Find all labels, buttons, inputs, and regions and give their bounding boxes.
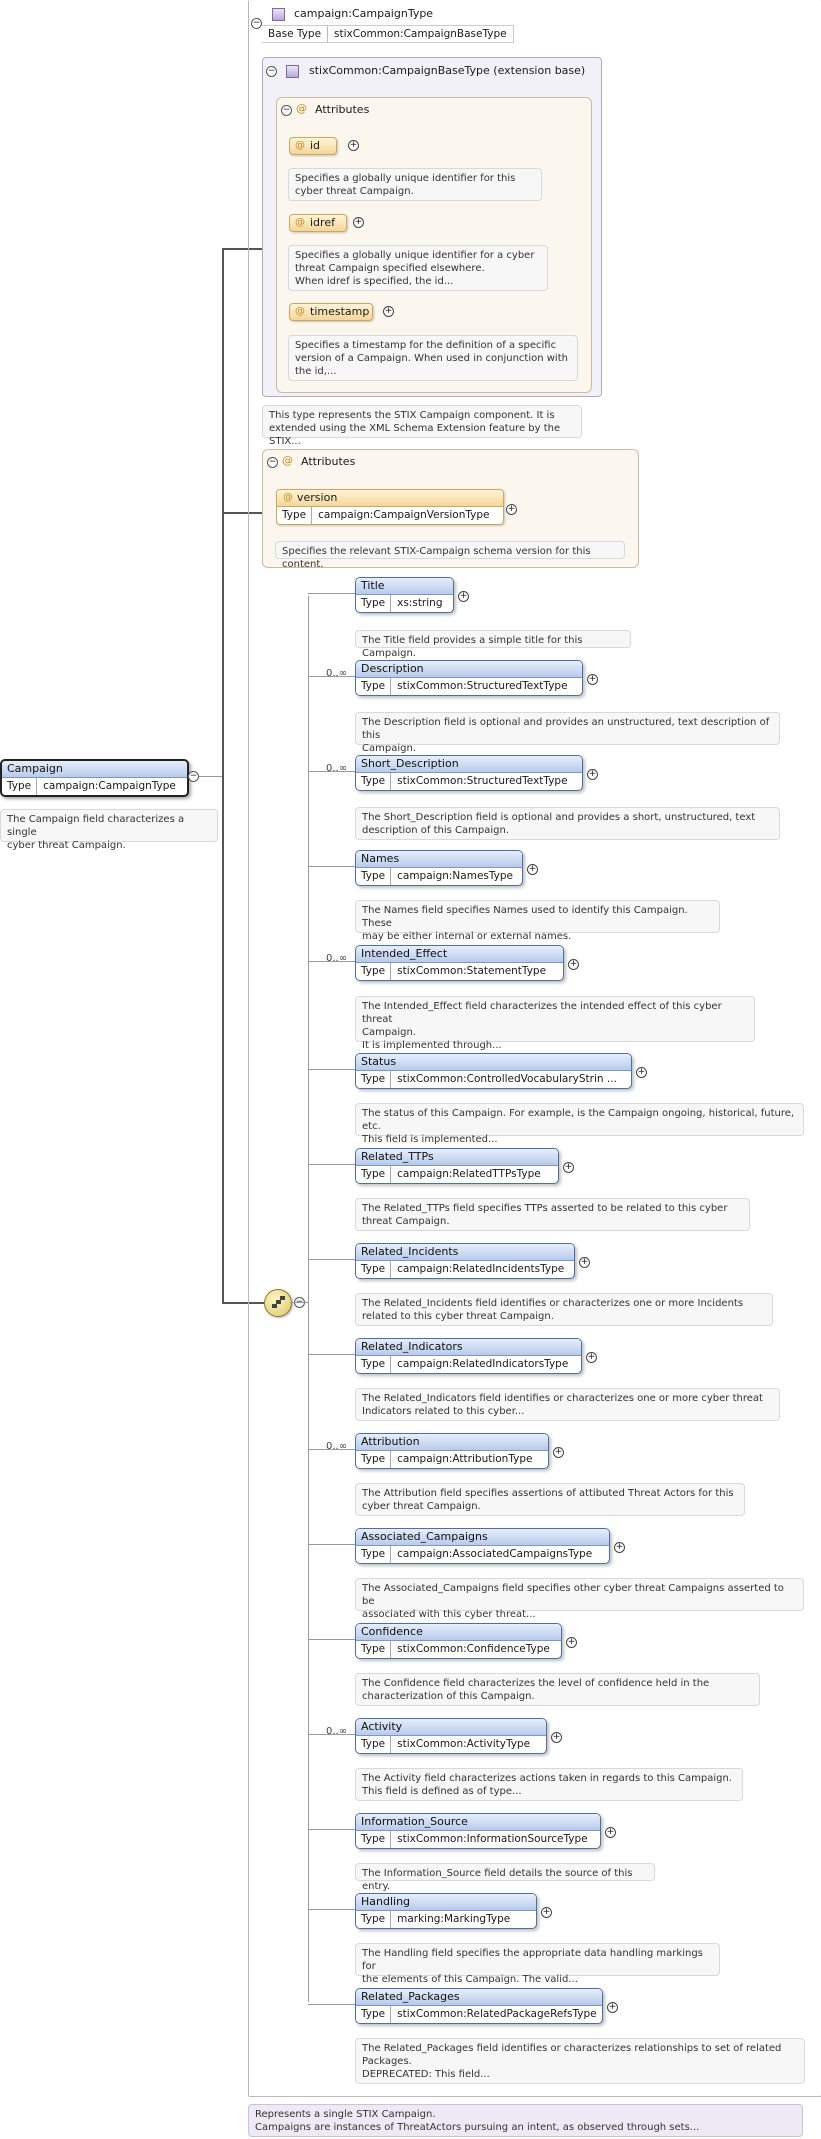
element-confidence[interactable] [355,1623,562,1659]
attribute-id[interactable] [289,137,337,155]
element-annotation: The Names field specifies Names used to identify this Campaign. These may be either internal or external names. [355,900,720,933]
element-type-label: Type [356,1831,391,1848]
element-related-incidents[interactable] [355,1243,575,1279]
attribute-timestamp-name: timestamp [310,305,370,318]
element-type-value: campaign:AttributionType [397,1453,533,1465]
element-name: Title [356,578,453,595]
element-occurs: 0..∞ [326,668,348,679]
element-type-label: Type [356,1261,391,1278]
element-connector [308,593,355,594]
element-type-value: stixCommon:StructuredTextType [397,680,568,692]
root-connector [197,776,223,777]
element-type-value: stixCommon:InformationSourceType [397,1833,588,1845]
attribute-version[interactable] [276,489,504,525]
campaign-root-annotation: The Campaign field characterizes a single cyber threat Campaign. [0,809,218,842]
attribute-version-name: version [297,491,338,504]
element-expand-icon[interactable]: + [637,1067,646,1077]
element-status[interactable] [355,1053,632,1089]
element-type-label: Type [356,868,391,885]
element-name: Related_Indicators [356,1339,581,1356]
element-type-value: campaign:RelatedIncidentsType [397,1263,565,1275]
own-attributes-collapse-icon[interactable]: − [268,457,277,467]
element-intended-effect[interactable] [355,945,564,981]
element-occurs: 0..∞ [326,1441,348,1452]
element-type-value: stixCommon:ControlledVocabularyStrin ... [397,1073,617,1085]
attribute-at-icon: @ [283,492,293,503]
element-type-value: stixCommon:ConfidenceType [397,1643,550,1655]
element-connector [308,1069,355,1070]
element-connector [308,1829,355,1830]
element-name: Description [356,661,582,678]
element-expand-icon[interactable]: + [567,1637,576,1647]
element-annotation: The Short_Description field is optional and provides a short, unstructured, text description of this Campaign. [355,807,780,840]
element-associated-campaigns[interactable] [355,1528,610,1564]
element-type-value: campaign:RelatedTTPsType [397,1168,541,1180]
attribute-timestamp-annotation: Specifies a timestamp for the definition of a specific version of a Campaign. When used in conjunction with the id,... [288,335,578,381]
element-annotation: The Related_Packages field identifies or characterizes relationships to set of related Packages. DEPRECATED: This field... [355,2038,805,2084]
extension-attributes-title: Attributes [315,103,370,116]
element-annotation: The Related_Incidents field identifies or characterizes one or more Incidents related to this cyber threat Campaign. [355,1293,773,1326]
element-name: Related_TTPs [356,1149,558,1166]
element-annotation: The Associated_Campaigns field specifies other cyber threat Campaigns asserted to be associated with this cyber threat... [355,1578,804,1611]
element-name: Associated_Campaigns [356,1529,609,1546]
complex-type-name: campaign:CampaignType [294,7,434,20]
element-annotation: The Confidence field characterizes the level of confidence held in the characterization of this Campaign. [355,1673,760,1706]
element-name: Names [356,851,522,868]
element-connector [308,1544,355,1545]
attribute-version-expand-icon[interactable]: + [507,504,516,514]
element-activity[interactable] [355,1718,547,1754]
element-title[interactable] [355,577,454,613]
element-type-label: Type [356,1546,391,1563]
element-information-source[interactable] [355,1813,601,1849]
element-name: Attribution [356,1434,548,1451]
attribute-id-annotation: Specifies a globally unique identifier for this cyber threat Campaign. [288,168,542,201]
element-type-label: Type [356,1911,391,1928]
element-annotation: The status of this Campaign. For example, is the Campaign ongoing, historical, future, etc. This field is implemented... [355,1103,804,1136]
element-expand-icon[interactable]: + [552,1732,561,1742]
sequence-to-bracket [290,1302,308,1303]
element-annotation: The Information_Source field details the source of this entry. [355,1863,655,1881]
element-annotation: The Handling field specifies the appropriate data handling markings for the elements of this Campaign. The valid... [355,1943,720,1976]
attribute-idref-expand-icon[interactable]: + [354,217,363,227]
element-occurs: 0..∞ [326,763,348,774]
element-name: Short_Description [356,756,582,773]
extension-collapse-icon[interactable]: − [267,66,276,76]
element-type-label: Type [356,1641,391,1658]
base-type-row [262,25,514,43]
own-attributes-title: Attributes [301,455,356,468]
attribute-idref-annotation: Specifies a globally unique identifier for a cyber threat Campaign specified elsewhere. When idref is specified, the id... [288,245,548,291]
attribute-id-name: id [310,139,321,152]
element-type-label: Type [356,963,391,980]
element-related-ttps[interactable] [355,1148,559,1184]
element-expand-icon[interactable]: + [554,1447,563,1457]
element-connector [308,1164,355,1165]
attribute-timestamp-expand-icon[interactable]: + [384,306,393,316]
complex-type-icon [272,8,285,21]
element-expand-icon[interactable]: + [606,1827,615,1837]
extension-attributes-collapse-icon[interactable]: − [282,105,291,115]
element-annotation: The Attribution field specifies assertions of attibuted Threat Actors for this cyber threat Campaign. [355,1483,745,1516]
element-name: Confidence [356,1624,561,1641]
element-handling[interactable] [355,1893,537,1929]
attribute-at-icon: @ [295,217,305,228]
element-connector [308,1259,355,1260]
element-related-packages[interactable] [355,1988,603,2024]
element-type-value: campaign:NamesType [397,870,513,882]
element-name: Intended_Effect [356,946,563,963]
element-type-value: campaign:AssociatedCampaignsType [397,1548,593,1560]
element-connector [308,2004,355,2005]
element-expand-icon[interactable]: + [588,769,597,779]
element-description[interactable] [355,660,583,696]
attribute-at-icon: @ [295,140,305,151]
main-bracket-vertical [222,248,224,1303]
element-type-value: stixCommon:ActivityType [397,1738,531,1750]
element-connector [308,866,355,867]
sequence-compositor-icon[interactable] [264,1289,292,1317]
element-expand-icon[interactable]: + [608,2002,617,2012]
element-type-label: Type [356,678,391,695]
element-name: Activity [356,1719,546,1736]
complex-type-collapse-icon[interactable]: − [252,18,261,28]
element-type-value: stixCommon:StatementType [397,965,547,977]
element-type-value: stixCommon:RelatedPackageRefsType [397,2008,597,2020]
element-annotation: The Activity field characterizes actions taken in regards to this Campaign. This field is defined as of type... [355,1768,743,1801]
element-type-label: Type [356,1166,391,1183]
element-occurs: 0..∞ [326,1726,348,1737]
element-type-value: campaign:RelatedIndicatorsType [397,1358,569,1370]
element-expand-icon[interactable]: + [615,1542,624,1552]
element-name: Information_Source [356,1814,600,1831]
own-attributes-at-icon: @ [282,454,293,467]
element-expand-icon[interactable]: + [542,1907,551,1917]
attribute-version-type-label: Type [277,507,312,524]
element-annotation: The Related_Indicators field identifies or characterizes one or more cyber threat Indicators related to this cyber... [355,1388,780,1421]
element-name: Handling [356,1894,536,1911]
element-expand-icon[interactable]: + [569,959,578,969]
element-expand-icon[interactable]: + [587,1352,596,1362]
element-type-label: Type [356,773,391,790]
extension-type-icon [286,65,299,78]
element-name: Status [356,1054,631,1071]
element-expand-icon[interactable]: + [528,864,537,874]
attribute-timestamp[interactable] [289,303,373,321]
element-connector [308,1909,355,1910]
element-annotation: The Description field is optional and provides an unstructured, text description of this Campaign. [355,712,780,745]
extension-title: stixCommon:CampaignBaseType (extension base) [309,64,586,77]
element-type-label: Type [356,2006,391,2023]
complex-type-annotation: This type represents the STIX Campaign component. It is extended using the XML Schema Extension feature by the STIX... [262,405,582,438]
campaign-root-name: Campaign [2,761,187,778]
element-name: Related_Incidents [356,1244,574,1261]
extension-attributes-at-icon: @ [296,102,307,115]
element-connector [308,1354,355,1355]
element-annotation: The Intended_Effect field characterizes the intended effect of this cyber threat Campaign. It is implemented through... [355,996,755,1042]
element-type-label: Type [356,595,391,612]
element-annotation: The Related_TTPs field specifies TTPs asserted to be related to this cyber threat Campaign. [355,1198,750,1231]
element-type-value: xs:string [397,597,443,609]
element-names[interactable] [355,850,523,886]
element-attribution[interactable] [355,1433,549,1469]
element-type-label: Type [356,1451,391,1468]
element-type-value: stixCommon:StructuredTextType [397,775,568,787]
sequence-glyph [265,1290,291,1316]
element-expand-icon[interactable]: + [564,1162,573,1172]
attribute-idref-name: idref [310,216,335,229]
element-connector [308,1639,355,1640]
element-type-label: Type [356,1356,391,1373]
campaign-root-type-value: campaign:CampaignType [43,780,176,792]
element-short-description[interactable] [355,755,583,791]
element-occurs: 0..∞ [326,953,348,964]
element-type-label: Type [356,1071,391,1088]
attribute-id-expand-icon[interactable]: + [349,140,358,150]
element-related-indicators[interactable] [355,1338,582,1374]
element-annotation: The Title field provides a simple title for this Campaign. [355,630,631,648]
campaign-root-type-label: Type [2,778,37,795]
attribute-at-icon: @ [295,306,305,317]
complex-type-bottom-annotation: Represents a single STIX Campaign. Campaigns are instances of ThreatActors pursuing an intent, as observed through sets... [248,2104,803,2137]
campaign-root-element[interactable] [0,759,189,797]
campaign-root-collapse-icon[interactable]: − [189,771,198,781]
attribute-version-type-value: campaign:CampaignVersionType [318,509,490,521]
base-type-label: Base Type [262,26,328,42]
element-type-label: Type [356,1736,391,1753]
element-name: Related_Packages [356,1989,602,2006]
element-expand-icon[interactable]: + [588,674,597,684]
element-type-value: marking:MarkingType [397,1913,511,1925]
base-type-value: stixCommon:CampaignBaseType [334,28,507,40]
element-expand-icon[interactable]: + [580,1257,589,1267]
attribute-idref[interactable] [289,214,347,232]
attribute-version-annotation: Specifies the relevant STIX-Campaign schema version for this content. [275,541,625,559]
element-expand-icon[interactable]: + [459,591,468,601]
